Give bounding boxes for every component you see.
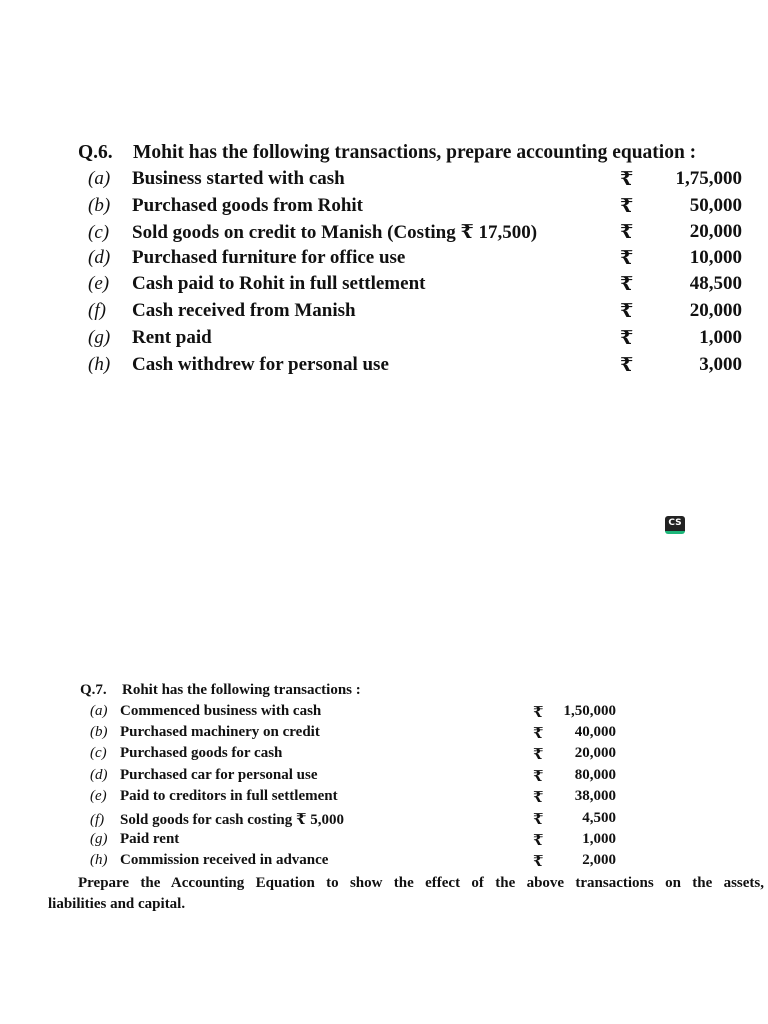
q7-heading-text: Rohit has the following transactions : xyxy=(122,682,361,698)
rupee-symbol: ₹ xyxy=(533,747,544,763)
rupee-symbol: ₹ xyxy=(533,812,544,828)
item-label: (f) xyxy=(90,812,105,828)
item-label: (e) xyxy=(88,273,110,294)
item-label: (b) xyxy=(90,724,108,740)
rupee-symbol: ₹ xyxy=(620,196,634,217)
item-amount: 1,50,000 xyxy=(563,703,616,719)
rupee-symbol: ₹ xyxy=(620,301,634,322)
item-amount: 1,000 xyxy=(582,831,616,847)
list-item xyxy=(88,354,389,380)
camscanner-logo-icon: CS xyxy=(665,516,685,534)
item-amount: 2,000 xyxy=(582,852,616,868)
list-item xyxy=(90,703,321,724)
q6-heading xyxy=(78,142,696,164)
list-item xyxy=(90,852,328,873)
item-amount: 20,000 xyxy=(689,300,742,321)
item-amount: 1,000 xyxy=(699,327,742,348)
item-label: (c) xyxy=(88,222,110,243)
item-text: Cash withdrew for personal use xyxy=(132,354,389,375)
item-amount: 38,000 xyxy=(574,788,616,804)
item-text: Rent paid xyxy=(132,327,212,348)
item-text: Business started with cash xyxy=(132,168,345,189)
q6-heading-text: Mohit has the following transactions, prepare accounting equation : xyxy=(133,142,697,163)
item-amount: 50,000 xyxy=(689,195,742,216)
rupee-symbol: ₹ xyxy=(620,222,634,243)
list-item xyxy=(88,168,345,194)
list-item xyxy=(88,247,405,273)
item-amount: 48,500 xyxy=(689,273,742,294)
item-label: (g) xyxy=(88,327,111,348)
rupee-symbol: ₹ xyxy=(533,705,544,721)
item-label: (e) xyxy=(90,788,107,804)
item-text: Purchased goods from Rohit xyxy=(132,195,364,216)
item-label: (b) xyxy=(88,195,111,216)
rupee-symbol: ₹ xyxy=(620,355,634,376)
item-label: (d) xyxy=(90,767,108,783)
item-amount: 80,000 xyxy=(574,767,616,783)
list-item xyxy=(88,195,363,221)
rupee-symbol: ₹ xyxy=(533,854,544,870)
item-label: (f) xyxy=(88,300,106,321)
item-text: Purchased furniture for office use xyxy=(132,247,406,268)
q7-heading xyxy=(80,682,361,699)
list-item xyxy=(90,810,344,831)
item-text: Cash paid to Rohit in full settlement xyxy=(132,273,426,294)
rupee-symbol: ₹ xyxy=(620,169,634,190)
item-text: Purchased car for personal use xyxy=(120,767,318,783)
list-item xyxy=(90,788,338,809)
item-amount: 20,000 xyxy=(574,745,616,761)
item-label: (a) xyxy=(90,703,108,719)
rupee-symbol: ₹ xyxy=(620,248,634,269)
rupee-symbol: ₹ xyxy=(620,328,634,349)
item-amount: 20,000 xyxy=(689,221,742,242)
item-amount: 40,000 xyxy=(574,724,616,740)
q7-instruction-line1: Prepare the Accounting Equation to show the effect of the above transactions on the assets, xyxy=(78,875,764,891)
item-amount: 4,500 xyxy=(582,810,616,826)
item-text: Sold goods for cash costing ₹ 5,000 xyxy=(120,812,344,828)
item-label: (h) xyxy=(88,354,111,375)
list-item xyxy=(90,767,318,788)
list-item xyxy=(90,831,179,852)
rupee-symbol: ₹ xyxy=(533,833,544,849)
q7-number: Q.7. xyxy=(80,682,107,698)
item-text: Paid rent xyxy=(120,831,180,847)
list-item xyxy=(88,327,212,353)
item-text: Purchased goods for cash xyxy=(120,745,283,761)
rupee-symbol: ₹ xyxy=(533,790,544,806)
list-item xyxy=(88,300,356,326)
item-text: Paid to creditors in full settlement xyxy=(120,788,338,804)
item-amount: 10,000 xyxy=(689,247,742,268)
item-label: (d) xyxy=(88,247,111,268)
item-text: Sold goods on credit to Manish (Costing ₹ 17,500) xyxy=(132,222,538,243)
rupee-symbol: ₹ xyxy=(620,274,634,295)
list-item xyxy=(88,221,537,247)
q7-instruction-line2: liabilities and capital. xyxy=(48,896,186,912)
item-text: Commenced business with cash xyxy=(120,703,322,719)
item-label: (c) xyxy=(90,745,107,761)
item-label: (h) xyxy=(90,852,108,868)
item-text: Purchased machinery on credit xyxy=(120,724,320,740)
q6-number: Q.6. xyxy=(78,142,113,163)
item-text: Cash received from Manish xyxy=(132,300,356,321)
item-amount: 1,75,000 xyxy=(675,168,742,189)
item-text: Commission received in advance xyxy=(120,852,329,868)
list-item xyxy=(88,273,425,299)
item-label: (a) xyxy=(88,168,111,189)
list-item xyxy=(90,724,320,745)
item-label: (g) xyxy=(90,831,108,847)
list-item xyxy=(90,745,282,766)
item-amount: 3,000 xyxy=(699,354,742,375)
rupee-symbol: ₹ xyxy=(533,769,544,785)
rupee-symbol: ₹ xyxy=(533,726,544,742)
